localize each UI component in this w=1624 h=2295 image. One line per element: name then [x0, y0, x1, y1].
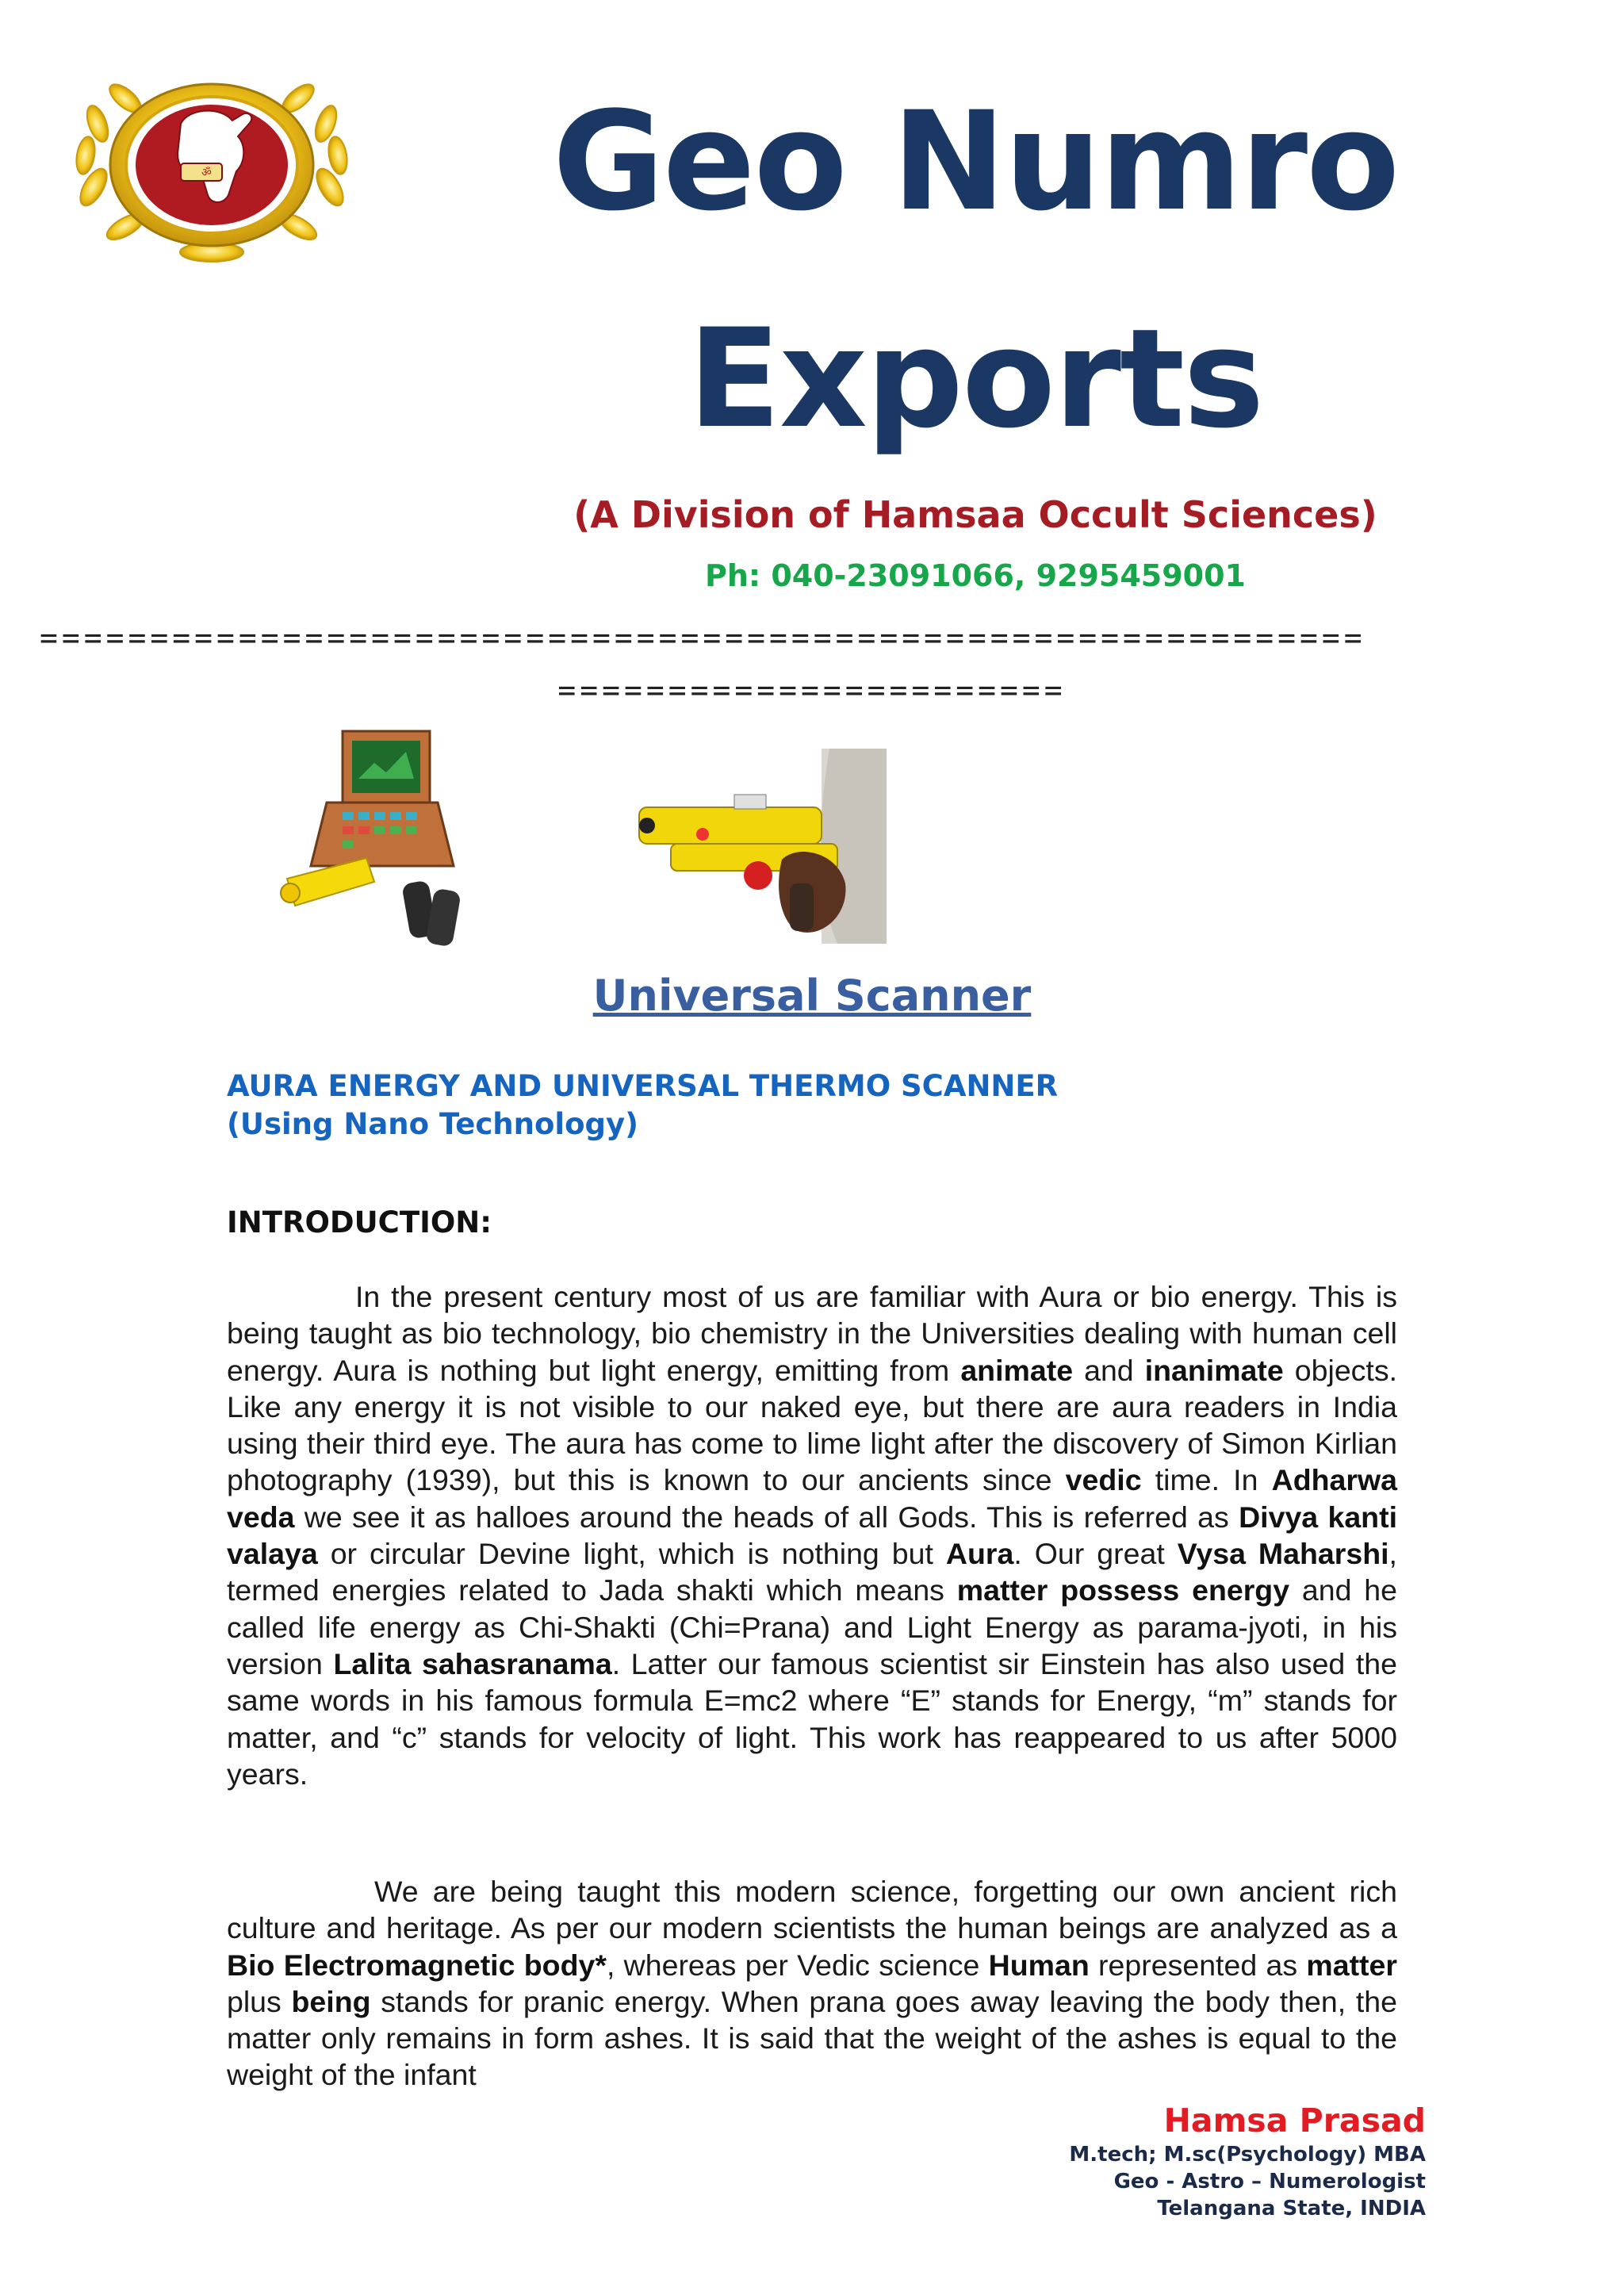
svg-text:ॐ: ॐ [201, 167, 212, 179]
aura-scanner-kit-image [279, 723, 485, 961]
signature-qualifications: M.tech; M.sc(Psychology) MBA [1069, 2143, 1426, 2167]
page-title-line-2: Exports [688, 299, 1263, 458]
separator-line-2: ======================= [557, 672, 1067, 707]
signature-name: Hamsa Prasad [1163, 2102, 1426, 2140]
intro-paragraph-1: In the present century most of us are familiar with Aura or bio energy. This is being taught as bio technology, bio chemistry in the Universities dealing with human cell energy. Aura is nothing but light energy, emitting from animate and inanimate objects. Like any energy it is not visible to our naked eye, but there are aura readers in India using their third eye. The aura has come to lime light after the discovery of Simon Kirlian photography (1939), but this is known to our ancients since vedic time. In Adharwa veda we see it as halloes around the heads of all Gods. This is referred as Divya kanti valaya or circular Devine light, which is nothing but Aura. Our great Vysa Maharshi, termed energies related to Jada shakti which means matter possess energy and he called life energy as Chi-Shakti (Chi=Prana) and Light Energy as parama-jyoti, in his version Lalita sahasranama. Latter our famous scientist sir Einstein has also used the same words in his famous formula E=mc2 where “E” stands for Energy, “m” stands for matter, and “c” stands for velocity of light. This work has reappeared to us after 5000 years. [227, 1280, 1398, 1791]
product-heading-line-1: AURA ENERGY AND UNIVERSAL THERMO SCANNER [227, 1069, 1059, 1103]
product-title: Universal Scanner [592, 971, 1032, 1021]
intro-paragraph-2: We are being taught this modern science, forgetting our own ancient rich culture and heritage. As per our modern scientists the human beings are analyzed as a Bio Electromagnetic body*, whereas per Vedic science Human represented as matter plus being stands for pranic energy. When prana goes away leaving the body then, the matter only remains in form ashes. It is said that the weight of the ashes is equal to the weight of the infant [227, 1875, 1397, 2092]
signature-title: Geo - Astro – Numerologist [1113, 2170, 1426, 2193]
page-title-line-1: Geo Numro [552, 82, 1399, 241]
signature-location: Telangana State, INDIA [1157, 2197, 1426, 2220]
product-heading-line-2: (Using Nano Technology) [227, 1107, 639, 1141]
phone-numbers: Ph: 040-23091066, 9295459001 [704, 558, 1246, 593]
division-subtitle: (A Division of Hamsaa Occult Sciences) [573, 493, 1377, 536]
emblem-logo [62, 68, 362, 266]
section-heading-introduction: INTRODUCTION: [227, 1205, 492, 1239]
separator-line-1: ============================================================ [40, 620, 1366, 655]
thermo-scanner-handheld-image [623, 749, 887, 944]
